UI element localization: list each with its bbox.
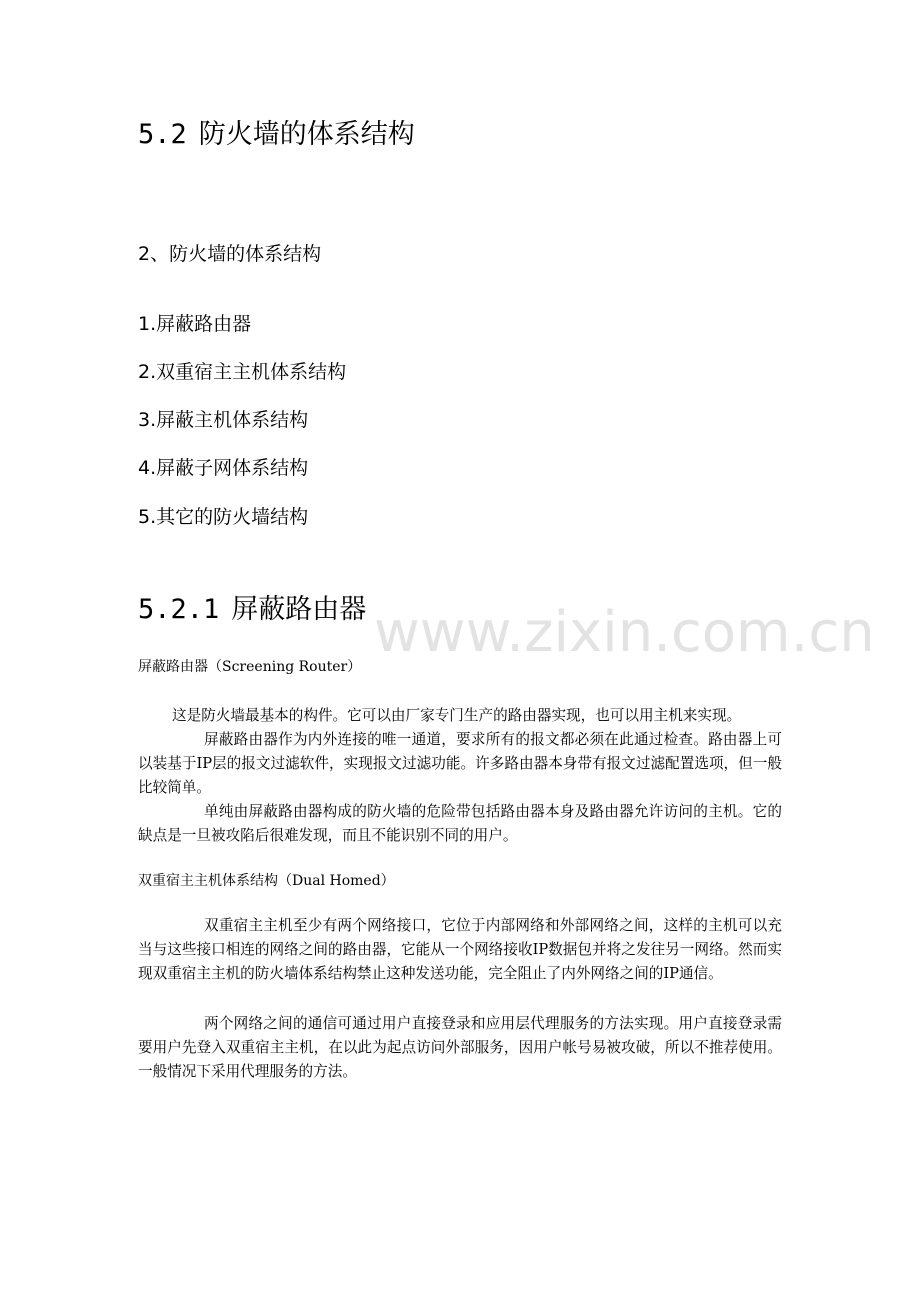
section-heading-5-2 — [138, 118, 415, 152]
paragraph: 单纯由屏蔽路由器构成的防火墙的危险带包括路由器本身及路由器允许访问的主机。它的缺点是一旦被攻陷后很难发现，而且不能识别不同的用户。 — [138, 803, 782, 844]
section-number: 5.2 — [138, 119, 187, 150]
dual-homed-title: 双重宿主主机体系结构（Dual Homed） — [138, 873, 395, 889]
subsection-heading: 2、防火墙的体系结构 — [138, 243, 322, 265]
paragraph: 双重宿主主机至少有两个网络接口，它位于内部网络和外部网络之间，这样的主机可以充当与这些接口相连的网络之间的路由器，它能从一个网络接收IP数据包并将之发往另一网络。然而实现双重宿主主机的防火墙体系结构禁止这种发送功能，完全阻止了内外网络之间的IP通信。 — [138, 917, 782, 982]
toc-item-4: 4.屏蔽子网体系结构 — [138, 457, 309, 479]
paragraph: 两个网络之间的通信可通过用户直接登录和应用层代理服务的方法实现。用户直接登录需要用户先登入双重宿主主机，在以此为起点访问外部服务，因用户帐号易被攻破，所以不推荐使用。一般情况下采用代理服务的方法。 — [138, 1015, 782, 1080]
toc-item-3: 3.屏蔽主机体系结构 — [138, 409, 309, 431]
section-number: 5.2.1 — [138, 594, 220, 625]
paragraph: 这是防火墙最基本的构件。它可以由厂家专门生产的路由器实现，也可以用主机来实现。 — [172, 707, 742, 724]
section-title: 屏蔽路由器 — [231, 594, 367, 625]
section-heading-5-2-1 — [138, 593, 366, 627]
toc-item-5: 5.其它的防火墙结构 — [138, 506, 309, 528]
watermark: www.zixin.com.cn — [374, 600, 875, 665]
paragraph: 屏蔽路由器作为内外连接的唯一通道，要求所有的报文都必须在此通过检查。路由器上可以装基于IP层的报文过滤软件，实现报文过滤功能。许多路由器本身带有报文过滤配置选项，但一般比较简单。 — [138, 731, 782, 796]
section-title: 防火墙的体系结构 — [198, 119, 415, 150]
toc-item-1: 1.屏蔽路由器 — [138, 313, 252, 335]
screening-router-title: 屏蔽路由器（Screening Router） — [138, 659, 362, 675]
toc-item-2: 2.双重宿主主机体系结构 — [138, 361, 347, 383]
